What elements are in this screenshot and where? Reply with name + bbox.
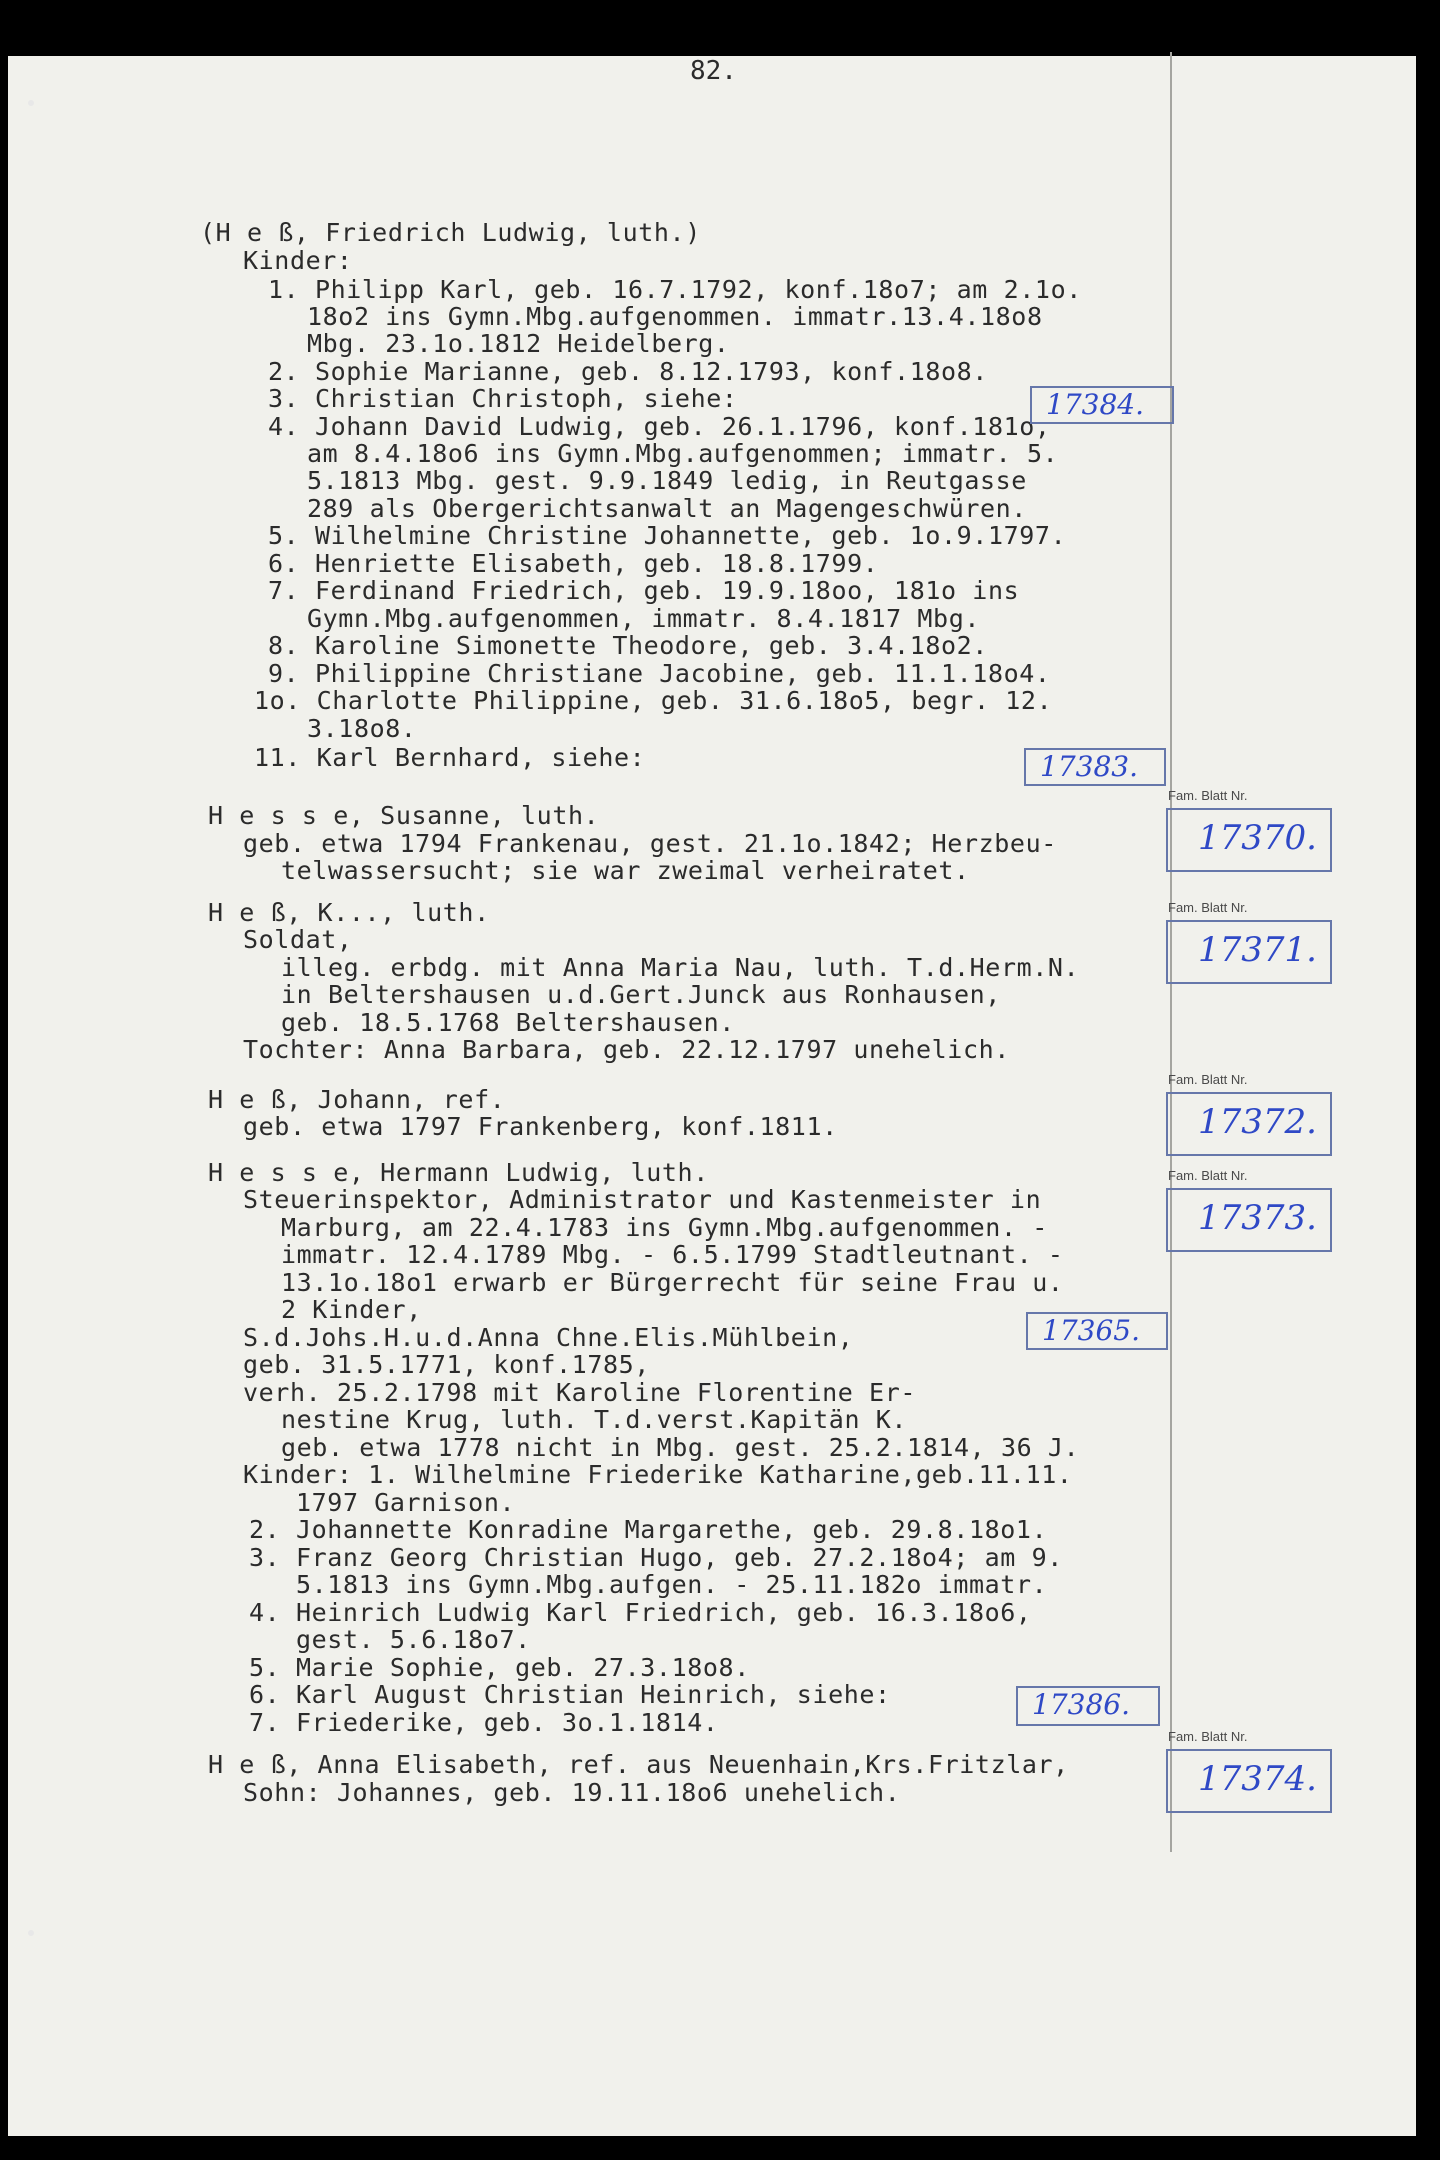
text-line: 2. Johannette Konradine Margarethe, geb. 29.8.18o1.	[249, 1515, 1048, 1544]
text-line: Kinder: 1. Wilhelmine Friederike Katharine,geb.11.11.	[243, 1460, 1073, 1489]
text-line: 18o2 ins Gymn.Mbg.aufgenommen. immatr.13.4.18o8	[307, 302, 1043, 331]
family-sheet-box	[1166, 920, 1332, 984]
text-line: Tochter: Anna Barbara, geb. 22.12.1797 unehelich.	[243, 1035, 1010, 1064]
text-line: 8. Karoline Simonette Theodore, geb. 3.4.18o2.	[268, 631, 988, 660]
page-number: 82.	[690, 56, 737, 86]
family-sheet-box	[1166, 1749, 1332, 1813]
text-line: 1. Philipp Karl, geb. 16.7.1792, konf.18o7; am 2.1o.	[268, 275, 1082, 304]
text-line: geb. etwa 1794 Frankenau, gest. 21.1o.1842; Herzbeu-	[243, 829, 1057, 858]
text-line: geb. 18.5.1768 Beltershausen.	[281, 1008, 735, 1037]
text-line: S.d.Johs.H.u.d.Anna Chne.Elis.Mühlbein,	[243, 1323, 854, 1352]
family-sheet-box	[1166, 1092, 1332, 1156]
text-line: geb. etwa 1778 nicht in Mbg. gest. 25.2.1814, 36 J.	[281, 1433, 1080, 1462]
family-sheet-number: 17371.	[1198, 930, 1317, 970]
text-line: 5.1813 ins Gymn.Mbg.aufgen. - 25.11.182o immatr.	[296, 1570, 1048, 1599]
blatt-header: Fam. Blatt Nr.	[1168, 900, 1248, 915]
text-line: Sohn: Johannes, geb. 19.11.18o6 unehelich.	[243, 1778, 901, 1807]
family-sheet-box	[1166, 808, 1332, 872]
reference-box	[1030, 386, 1174, 424]
reference-number: 17365.	[1042, 1314, 1140, 1347]
reference-number: 17386.	[1032, 1688, 1130, 1721]
text-line: 11. Karl Bernhard, siehe:	[254, 743, 646, 772]
text-line: in Beltershausen u.d.Gert.Junck aus Ronhausen,	[281, 980, 1001, 1009]
blatt-header: Fam. Blatt Nr.	[1168, 1729, 1248, 1744]
text-line: Soldat,	[243, 925, 353, 954]
text-line: geb. 31.5.1771, konf.1785,	[243, 1350, 650, 1379]
text-line: (H e ß, Friedrich Ludwig, luth.)	[200, 218, 701, 247]
text-line: verh. 25.2.1798 mit Karoline Florentine Er-	[243, 1378, 917, 1407]
text-line: Steuerinspektor, Administrator und Kastenmeister in	[243, 1185, 1042, 1214]
text-line: telwassersucht; sie war zweimal verheiratet.	[281, 856, 970, 885]
text-line: 9. Philippine Christiane Jacobine, geb. 11.1.18o4.	[268, 659, 1051, 688]
blatt-header: Fam. Blatt Nr.	[1168, 788, 1248, 803]
text-line: geb. etwa 1797 Frankenberg, konf.1811.	[243, 1112, 838, 1141]
text-line: 6. Karl August Christian Heinrich, siehe:	[249, 1680, 891, 1709]
punch-hole	[28, 100, 34, 106]
blatt-header: Fam. Blatt Nr.	[1168, 1072, 1248, 1087]
text-line: H e ß, Johann, ref.	[208, 1085, 506, 1114]
reference-number: 17383.	[1040, 750, 1138, 783]
text-line: 1o. Charlotte Philippine, geb. 31.6.18o5, begr. 12.	[254, 686, 1053, 715]
text-line: 3. Franz Georg Christian Hugo, geb. 27.2.18o4; am 9.	[249, 1543, 1063, 1572]
text-line: 3. Christian Christoph, siehe:	[268, 384, 738, 413]
punch-hole	[28, 1930, 34, 1936]
text-line: 5. Marie Sophie, geb. 27.3.18o8.	[249, 1653, 750, 1682]
text-line: 7. Friederike, geb. 3o.1.1814.	[249, 1708, 719, 1737]
text-line: gest. 5.6.18o7.	[296, 1625, 531, 1654]
family-sheet-number: 17374.	[1198, 1759, 1317, 1799]
text-line: Kinder:	[243, 246, 353, 275]
text-line: 4. Heinrich Ludwig Karl Friedrich, geb. 16.3.18o6,	[249, 1598, 1032, 1627]
text-line: H e s s e, Hermann Ludwig, luth.	[208, 1158, 709, 1187]
text-line: Marburg, am 22.4.1783 ins Gymn.Mbg.aufgenommen. -	[281, 1213, 1048, 1242]
text-line: H e ß, Anna Elisabeth, ref. aus Neuenhain,Krs.Fritzlar,	[208, 1750, 1069, 1779]
text-line: am 8.4.18o6 ins Gymn.Mbg.aufgenommen; immatr. 5.	[307, 439, 1059, 468]
reference-number: 17384.	[1046, 388, 1144, 421]
text-line: 13.1o.18o1 erwarb er Bürgerrecht für seine Frau u.	[281, 1268, 1064, 1297]
reference-box	[1026, 1312, 1168, 1350]
text-line: 7. Ferdinand Friedrich, geb. 19.9.18oo, 181o ins	[268, 576, 1020, 605]
text-line: 5. Wilhelmine Christine Johannette, geb. 1o.9.1797.	[268, 521, 1067, 550]
text-line: nestine Krug, luth. T.d.verst.Kapitän K.	[281, 1405, 908, 1434]
blatt-header: Fam. Blatt Nr.	[1168, 1168, 1248, 1183]
text-line: 3.18o8.	[307, 714, 417, 743]
text-line: 6. Henriette Elisabeth, geb. 18.8.1799.	[268, 549, 879, 578]
text-line: Gymn.Mbg.aufgenommen, immatr. 8.4.1817 Mbg.	[307, 604, 981, 633]
text-line: 1797 Garnison.	[296, 1488, 516, 1517]
text-line: immatr. 12.4.1789 Mbg. - 6.5.1799 Stadtleutnant. -	[281, 1240, 1064, 1269]
family-sheet-box	[1166, 1188, 1332, 1252]
family-sheet-number: 17373.	[1198, 1198, 1317, 1238]
text-line: 2. Sophie Marianne, geb. 8.12.1793, konf.18o8.	[268, 357, 988, 386]
text-line: Mbg. 23.1o.1812 Heidelberg.	[307, 329, 730, 358]
text-line: illeg. erbdg. mit Anna Maria Nau, luth. T.d.Herm.N.	[281, 953, 1080, 982]
text-line: 5.1813 Mbg. gest. 9.9.1849 ledig, in Reutgasse	[307, 466, 1027, 495]
text-line: H e s s e, Susanne, luth.	[208, 801, 600, 830]
text-line: H e ß, K..., luth.	[208, 898, 490, 927]
text-line: 4. Johann David Ludwig, geb. 26.1.1796, konf.181o,	[268, 412, 1051, 441]
family-sheet-number: 17370.	[1198, 818, 1317, 858]
reference-box	[1016, 1686, 1160, 1726]
reference-box	[1024, 748, 1166, 786]
text-line: 2 Kinder,	[281, 1295, 422, 1324]
text-line: 289 als Obergerichtsanwalt an Magengeschwüren.	[307, 494, 1027, 523]
family-sheet-number: 17372.	[1198, 1102, 1317, 1142]
